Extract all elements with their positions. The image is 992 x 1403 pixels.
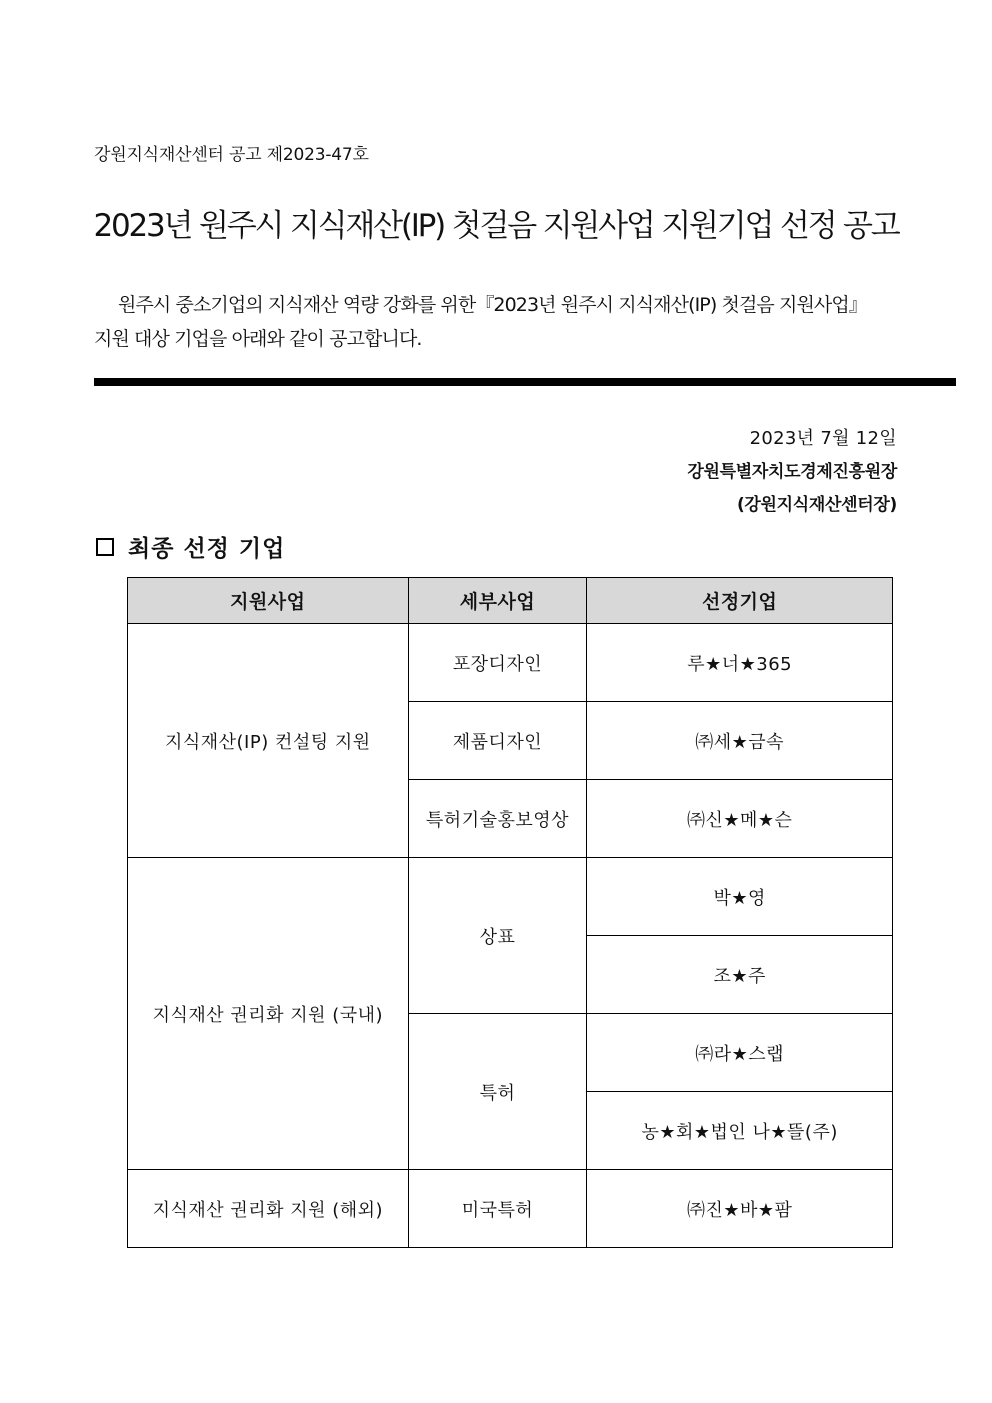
table-row [128, 858, 893, 936]
issuer-subtitle: (강원지식재산센터장) [736, 495, 897, 515]
header-company: 선정기업 [587, 578, 893, 624]
table-row [128, 1170, 893, 1248]
page-title: 2023년 원주시 지식재산(IP) 첫걸음 지원사업 지원기업 선정 공고 [93, 208, 899, 244]
company-cell: ㈜세★금속 [587, 702, 893, 780]
company-cell: 박★영 [587, 858, 893, 936]
subprogram-cell: 특허기술홍보영상 [408, 780, 587, 858]
table-row [128, 624, 893, 702]
square-bullet-icon [96, 538, 114, 556]
section-title: 최종 선정 기업 [128, 536, 286, 562]
divider-rule [94, 378, 956, 386]
company-cell: 루★너★365 [587, 624, 893, 702]
program-cell: 지식재산(IP) 컨설팅 지원 [128, 624, 409, 858]
section-heading [96, 530, 285, 563]
company-cell: 농★회★법인 나★뜰(주) [587, 1092, 893, 1170]
subprogram-cell: 제품디자인 [408, 702, 587, 780]
subprogram-cell: 특허 [408, 1014, 587, 1170]
subprogram-cell: 상표 [408, 858, 587, 1014]
notice-date: 2023년 7월 12일 [749, 428, 897, 449]
intro-line-1: 원주시 중소기업의 지식재산 역량 강화를 위한『2023년 원주시 지식재산(IP) 첫걸음 지원사업』 [118, 294, 867, 316]
header-program: 지원사업 [128, 578, 409, 624]
intro-paragraph [94, 288, 924, 356]
subprogram-cell: 미국특허 [408, 1170, 587, 1248]
program-cell: 지식재산 권리화 지원 (해외) [128, 1170, 409, 1248]
company-cell: ㈜신★메★슨 [587, 780, 893, 858]
header-subprogram: 세부사업 [408, 578, 587, 624]
program-cell: 지식재산 권리화 지원 (국내) [128, 858, 409, 1170]
issuer-name: 강원특별자치도경제진흥원장 [687, 462, 897, 482]
notice-number: 강원지식재산센터 공고 제2023-47호 [94, 145, 369, 165]
company-cell: ㈜라★스랩 [587, 1014, 893, 1092]
intro-line-2: 지원 대상 기업을 아래와 같이 공고합니다. [94, 328, 422, 350]
table-header-row [128, 578, 893, 624]
selected-companies-table [127, 577, 893, 1248]
company-cell: 조★주 [587, 936, 893, 1014]
company-cell: ㈜진★바★팜 [587, 1170, 893, 1248]
subprogram-cell: 포장디자인 [408, 624, 587, 702]
